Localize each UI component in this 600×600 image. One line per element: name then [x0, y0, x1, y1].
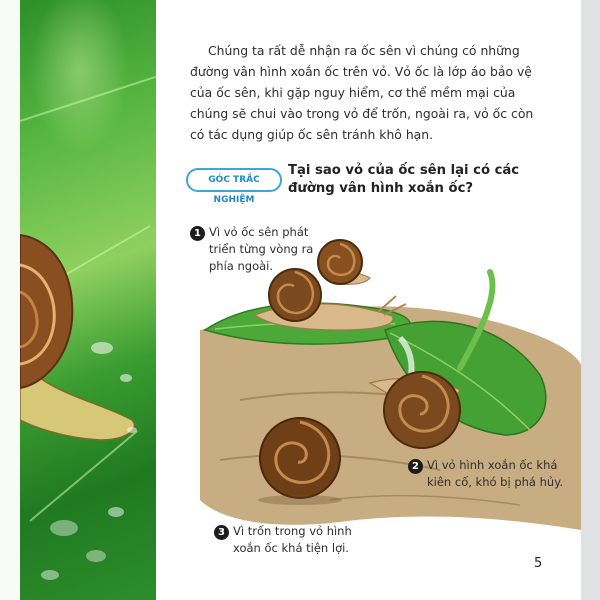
- leaf-illustration-strip: [20, 0, 156, 600]
- answer-3-text: Vì trốn trong vỏ hình xoắn ốc khá tiện lợi.: [233, 524, 352, 555]
- answer-3-number: 3: [214, 525, 229, 540]
- answer-1-number: 1: [190, 226, 205, 241]
- answer-2-number: 2: [408, 459, 423, 474]
- page-left-margin: [0, 0, 20, 600]
- snail-icon: [20, 0, 156, 600]
- answer-1-text: Vì vỏ ốc sên phát triển từng vòng ra phía ngoài.: [209, 225, 314, 273]
- intro-paragraph: Chúng ta rất dễ nhận ra ốc sên vì chúng có những đường vân hình xoắn ốc trên vỏ. Vỏ ốc là lớp áo bảo vệ của ốc sên, khi gặp nguy hiểm, cơ thể mềm mại của chúng sẽ chui vào trong vỏ để trốn, ngoài ra, vỏ ốc còn có tác dụng giúp ốc sên tránh khô hạn.: [190, 43, 534, 142]
- page-right-edge: [581, 0, 600, 600]
- page-number: 5: [534, 556, 543, 571]
- quiz-badge: GÓC TRẮC NGHIỆM: [186, 168, 282, 192]
- answer-2-text: Vì vỏ hình xoắn ốc khá kiên cố, khó bị phá hủy.: [427, 458, 564, 489]
- quiz-question: Tại sao vỏ của ốc sên lại có các đường vân hình xoắn ốc?: [288, 163, 520, 196]
